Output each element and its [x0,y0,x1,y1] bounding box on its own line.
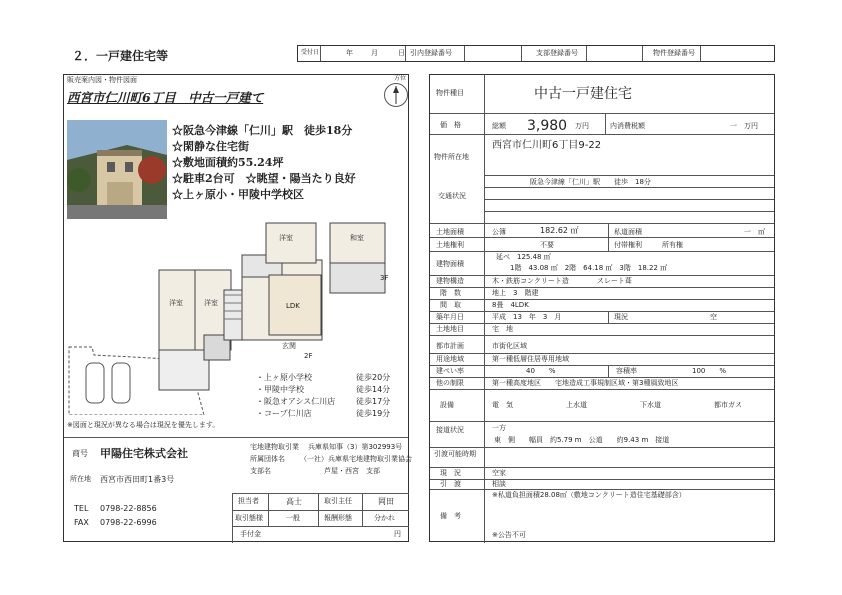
structure-value: 木・鉄筋コンクリート造 スレート葺 [492,277,632,285]
city-plan-value: 市街化区域 [492,342,527,350]
room-label: 和室 [350,234,364,242]
section-label: 販売案内図・物件図面 [67,76,137,84]
tel-number: 0798-22-8856 [100,504,157,513]
fax-number: 0798-22-6996 [100,518,157,527]
land-area-value: 182.62 ㎡ [540,226,579,235]
room-label: 玄関 [282,342,296,350]
floorplan [64,215,404,415]
city-plan-label: 都市計画 [436,342,464,350]
branch-label: 支部名 [250,467,271,475]
private-road-value: 一 ㎡ [744,228,765,236]
north-arrow-icon [384,83,408,107]
land-category-label: 土地地目 [436,325,464,333]
room-label: 洋室 [204,299,218,307]
nearby-walk: 徒歩19分 [356,409,391,418]
price-unit: 万円 [575,122,589,130]
zoning-value: 第一種低層住居専用地域 [492,355,569,363]
floors-value: 地上 3 階建 [492,289,539,297]
land-rights-value: 不要 [540,241,554,249]
agent-value: 一般 [286,514,300,522]
license-number: 兵庫県知事（3）第302993号 [308,443,403,451]
branch-name: 芦屋・西宮 支部 [324,467,380,475]
price-label: 価 格 [440,121,461,129]
trade-label: 商号 [72,449,88,458]
floor-areas: 1階 43.08 ㎡ 2階 64.18 ㎡ 3階 18.22 ㎡ [510,264,668,272]
layout-value: 8畳 4LDK [492,301,529,309]
land-rights-label: 土地権利 [436,241,464,249]
header-receipt-label: 受付日 [301,49,320,56]
land-category-value: 宅 地 [492,325,513,333]
deposit-label: 手付金 [240,530,261,538]
floor-label: 2F [304,352,313,360]
page-title: ２．一戸建住宅等 [72,49,169,63]
room-label: 洋室 [279,234,293,242]
coverage-label: 建ぺい率 [436,367,464,375]
staff-label: 担当者 [238,497,259,505]
feature-item: ☆閑静な住宅街 [172,140,249,153]
land-area-label: 土地面積 [436,228,464,236]
nearby-name: ・上ヶ原小学校 [256,373,312,382]
license-label: 宅地建物取引業 [250,443,299,451]
facility-item: 電 気 [492,401,513,409]
traffic-label: 交通状況 [438,192,466,200]
fee-label: 報酬形態 [324,514,352,522]
header-year: 年 [346,49,353,57]
nearby-walk: 徒歩14分 [356,385,391,394]
floor-label: 3F [380,274,389,282]
room-label: 洋室 [169,299,183,307]
price-prefix: 総額 [492,122,506,130]
headline: 西宮市仁川町6丁目 中古一戸建て [67,90,264,105]
facility-item: 上水道 [566,401,587,409]
other-limits-value: 第一種高度地区 宅地造成工事規制区域・第3種風致地区 [492,379,679,387]
delivery-value: 相談 [492,480,506,488]
header-table [297,45,775,62]
broker-name: 岡田 [378,497,394,506]
handover-label: 引渡可能時期 [434,450,476,458]
staff-name: 高士 [286,497,302,506]
header-branch-reg: 支部登録番号 [536,49,578,57]
price-value: 3,980 [527,118,568,134]
current-value: 空 [710,313,717,321]
nearby-name: ・阪急オアシス仁川店 [256,397,336,406]
built-value: 平成 13 年 3 月 [492,313,562,321]
header-property-reg: 物件登録番号 [653,49,695,57]
ancillary-label: 付帯権利 [614,241,642,249]
nearby-walk: 徒歩20分 [356,373,391,382]
north-label: 方位 [394,75,407,82]
company-address: 西宮市西田町1番3号 [100,475,175,484]
private-road-label: 私道面積 [614,228,642,236]
fax-label: FAX [74,518,89,527]
remarks-label: 備 考 [440,512,461,520]
road-direction: 一方 [492,424,506,432]
nearby-walk: 徒歩17分 [356,397,391,406]
nearby-name: ・コープ仁川店 [256,409,312,418]
staff-table [232,493,409,543]
kind-value: 中古一戸建住宅 [534,86,632,102]
feature-item: ☆敷地面積約55.24坪 [172,156,284,169]
far-label: 容積率 [616,367,637,375]
room-label: LDK [286,302,300,310]
feature-item: ☆上ヶ原小・甲陵中学校区 [172,188,304,201]
header-month: 月 [371,49,378,57]
tel-label: TEL [74,504,89,513]
assoc-name: （一社）兵庫県宅地建物取引業協会 [300,455,412,463]
header-inner-reg: 引内登録番号 [410,49,452,57]
tax-unit: 万円 [744,122,758,130]
zoning-label: 用途地域 [436,355,464,363]
location-label: 物件所在地 [434,153,469,161]
right-panel [429,74,775,542]
tax-label: 内消費税額 [610,122,645,130]
traffic-value: 阪急今津線「仁川」駅 徒歩 18分 [530,178,651,186]
land-rights-value2: 所有権 [662,241,683,249]
facility-item: 下水道 [640,401,661,409]
location-value: 西宮市仁川町6丁目9-22 [492,140,602,151]
building-total: 延べ 125.48 ㎡ [496,253,551,261]
broker-label: 取引主任 [324,497,352,505]
road-detail: 東 側 幅員 約5.79 m 公道 約9.43 m 接道 [494,436,670,444]
structure-label: 建物構造 [436,277,464,285]
assoc-label: 所属団体名 [250,455,285,463]
current-label: 現況 [614,313,628,321]
remarks-line: ※私道負担面積28.08㎡（敷地コンクリート造住宅基礎部含） [492,491,686,499]
delivery-label: 引 渡 [440,480,461,488]
fee-value: 分かれ [374,514,395,522]
address-label: 所在地 [70,475,91,483]
land-area-kind: 公簿 [492,228,506,236]
floors-label: 階 数 [440,289,461,297]
remarks-line: ※公告不可 [492,531,526,539]
tax-value: 一 [730,122,737,130]
layout-label: 間 取 [440,301,461,309]
built-label: 築年月日 [436,313,464,321]
status-label: 現 況 [440,469,461,477]
building-area-label: 建物面積 [436,260,464,268]
kind-label: 物件種目 [436,89,464,97]
house-photo [67,120,167,219]
status-value: 空家 [492,469,506,477]
nearby-name: ・甲陵中学校 [256,385,304,394]
agent-label: 取引態様 [235,514,263,522]
facilities-label: 設備 [440,401,454,409]
far-value: 100 % [692,367,727,375]
facility-item: 都市ガス [714,401,742,409]
disclaimer: ※図面と現況が異なる場合は現況を優先します。 [67,421,220,429]
deposit-unit: 円 [394,530,401,538]
left-panel [63,74,412,542]
feature-item: ☆駐車2台可 ☆眺望・陽当たり良好 [172,172,356,185]
header-day: 日 [398,49,405,57]
company-name: 甲陽住宅株式会社 [100,447,188,460]
road-label: 接道状況 [436,426,464,434]
coverage-value: 40 % [526,367,556,375]
feature-item: ☆阪急今津線「仁川」駅 徒歩18分 [172,124,353,137]
other-limits-label: 他の制限 [436,379,464,387]
